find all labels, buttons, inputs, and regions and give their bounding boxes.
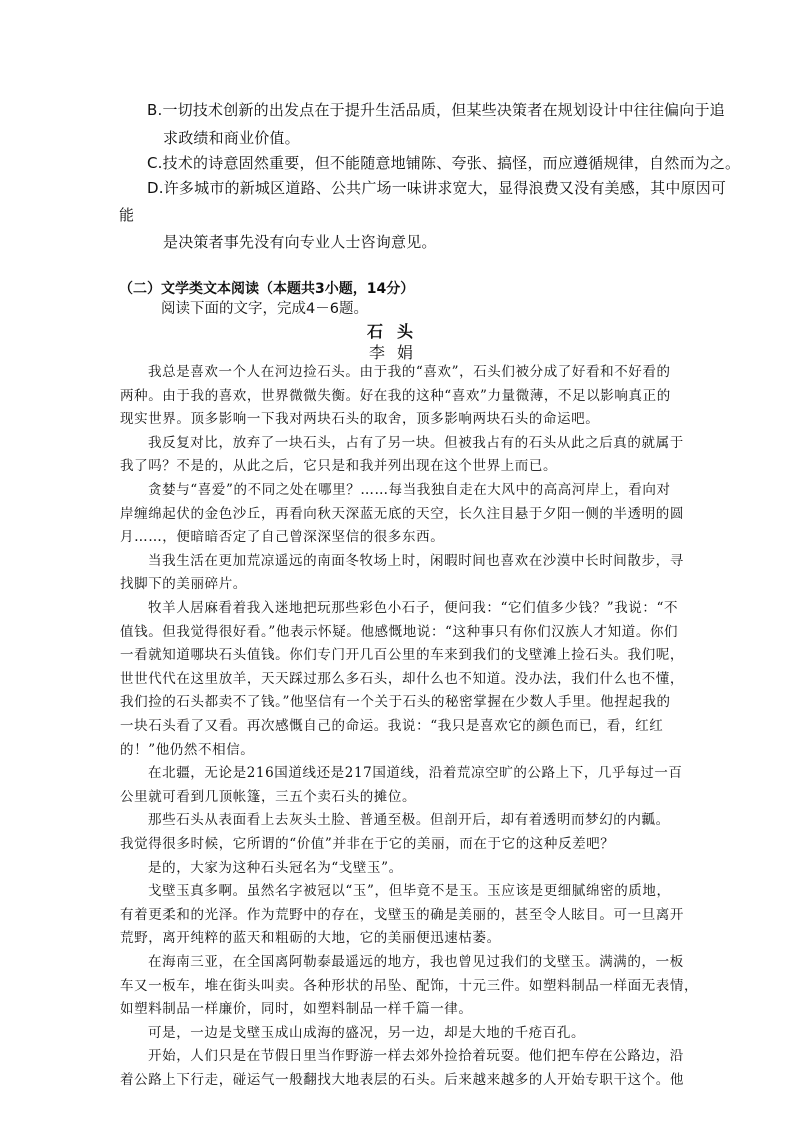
option-d-line-3: 是决策者事先没有向专业人士咨询意见。 — [163, 233, 437, 251]
article-line: 有着更柔和的光泽。作为荒野中的存在，戈壁玉的确是美丽的，甚至令人眩目。可一旦离开 — [120, 907, 684, 923]
article-line: 找脚下的美丽碎片。 — [120, 576, 247, 592]
option-b-line-2: 求政绩和商业价值。 — [163, 129, 300, 147]
option-d-line-2: 能 — [119, 206, 135, 224]
article-line: 车又一板车，堆在街头叫卖。各种形状的吊坠、配饰，十元三件。如塑料制品一样面无表情， — [120, 978, 699, 994]
article-line: 两种。由于我的喜欢，世界微微失衡。好在我的这种“喜欢”力量微薄，不足以影响真正的 — [120, 388, 671, 404]
article-line: 我们捡的石头都卖不了钱。”他坚信有一个关于石头的秘密掌握在少数人手里。他捏起我的 — [120, 694, 671, 710]
section-instruction: 阅读下面的文字，完成4－6题。 — [161, 301, 368, 317]
article-line: 如塑料制品一样廉价，同时，如塑料制品一样千篇一律。 — [120, 1001, 473, 1017]
option-c-line-1: C.技术的诗意固然重要，但不能随意地铺陈、夸张、搞怪，而应遵循规律，自然而为之。 — [147, 154, 741, 172]
article-line: 一块石头看了又看。再次感慨自己的命运。我说：“我只是喜欢它的颜色而已，看，红红 — [120, 718, 664, 734]
article-line: 的！”他仍然不相信。 — [120, 742, 255, 758]
option-d-line-1: D.许多城市的新城区道路、公共广场一味讲求宽大，显得浪费又没有美感，其中原因可 — [147, 179, 727, 197]
article-line: 一看就知道哪块石头值钱。你们专门开几百公里的车来到我们的戈壁滩上捡石头。我们呢， — [120, 647, 684, 663]
article-line: 是的，大家为这种石头冠名为“戈壁玉”。 — [148, 860, 403, 876]
article-line: 当我生活在更加荒凉遥远的南面冬牧场上时，闲暇时间也喜欢在沙漠中长时间散步，寻 — [148, 553, 684, 569]
article-line: 值钱。但我觉得很好看。”他表示怀疑。他感慨地说：“这种事只有你们汉族人才知道。你们 — [120, 624, 679, 640]
article-line: 世世代代在这里放羊，天天踩过那么多石头，却什么也不知道。没办法，我们什么也不懂， — [120, 671, 684, 687]
article-line: 那些石头从表面看上去灰头土脸、普通至极。但剖开后，却有着透明而梦幻的内瓤。 — [148, 812, 670, 828]
article-line: 我了吗？不是的，从此之后，它只是和我并列出现在这个世界上而已。 — [120, 458, 558, 474]
article-line: 可是，一边是戈壁玉成山成海的盛况，另一边，却是大地的千疮百孔。 — [148, 1025, 586, 1041]
article-line: 我觉得很多时候，它所谓的“价值”并非在于它的美丽，而在于它的这种反差吧？ — [120, 836, 615, 852]
option-b-line-1: B.一切技术创新的出发点在于提升生活品质，但某些决策者在规划设计中往往偏向于追 — [147, 101, 725, 119]
article-line: 牧羊人居麻看着我入迷地把玩那些彩色小石子，便问我：“它们值多少钱？”我说：“不 — [148, 600, 679, 616]
article-line: 贪婪与“喜爱”的不同之处在哪里？……每当我独自走在大风中的高高河岸上，看向对 — [148, 482, 671, 498]
article-line: 现实世界。顶多影响一下我对两块石头的取舍，顶多影响两块石头的命运吧。 — [120, 411, 600, 427]
article-line: 岸缠绵起伏的金色沙丘，再看向秋天深蓝无底的天空，长久注目悬于夕阳一侧的半透明的圆 — [120, 506, 684, 522]
article-line: 在北疆，无论是216国道线还是217国道线，沿着荒凉空旷的公路上下，几乎每过一百 — [148, 765, 683, 781]
article-line: 公里就可看到几顶帐篷，三五个卖石头的摊位。 — [120, 789, 417, 805]
section-heading: （二）文学类文本阅读（本题共3小题，14分） — [119, 281, 415, 297]
article-line: 我总是喜欢一个人在河边捡石头。由于我的“喜欢”，石头们被分成了好看和不好看的 — [148, 364, 671, 380]
article-line: 荒野，离开纯粹的蓝天和粗砺的大地，它的美丽便迅速枯萎。 — [120, 930, 501, 946]
article-title: 石头 — [366, 322, 427, 341]
article-line: 我反复对比，放弃了一块石头，占有了另一块。但被我占有的石头从此之后真的就属于 — [148, 435, 684, 451]
article-line: 着公路上下行走，碰运气一般翻找大地表层的石头。后来越来越多的人开始专职干这个。他 — [120, 1072, 684, 1088]
article-line: 在海南三亚，在全国离阿勒泰最遥远的地方，我也曾见过我们的戈壁玉。满满的，一板 — [148, 954, 684, 970]
article-line: 开始，人们只是在节假日里当作野游一样去郊外捡拾着玩耍。他们把车停在公路边，沿 — [148, 1048, 684, 1064]
article-line: 戈壁玉真多啊。虽然名字被冠以“玉”，但毕竟不是玉。玉应该是更细腻绵密的质地， — [148, 883, 671, 899]
article-line: 月……，便暗暗否定了自己曾深深坚信的很多东西。 — [120, 529, 445, 545]
article-author: 李娟 — [368, 343, 425, 362]
